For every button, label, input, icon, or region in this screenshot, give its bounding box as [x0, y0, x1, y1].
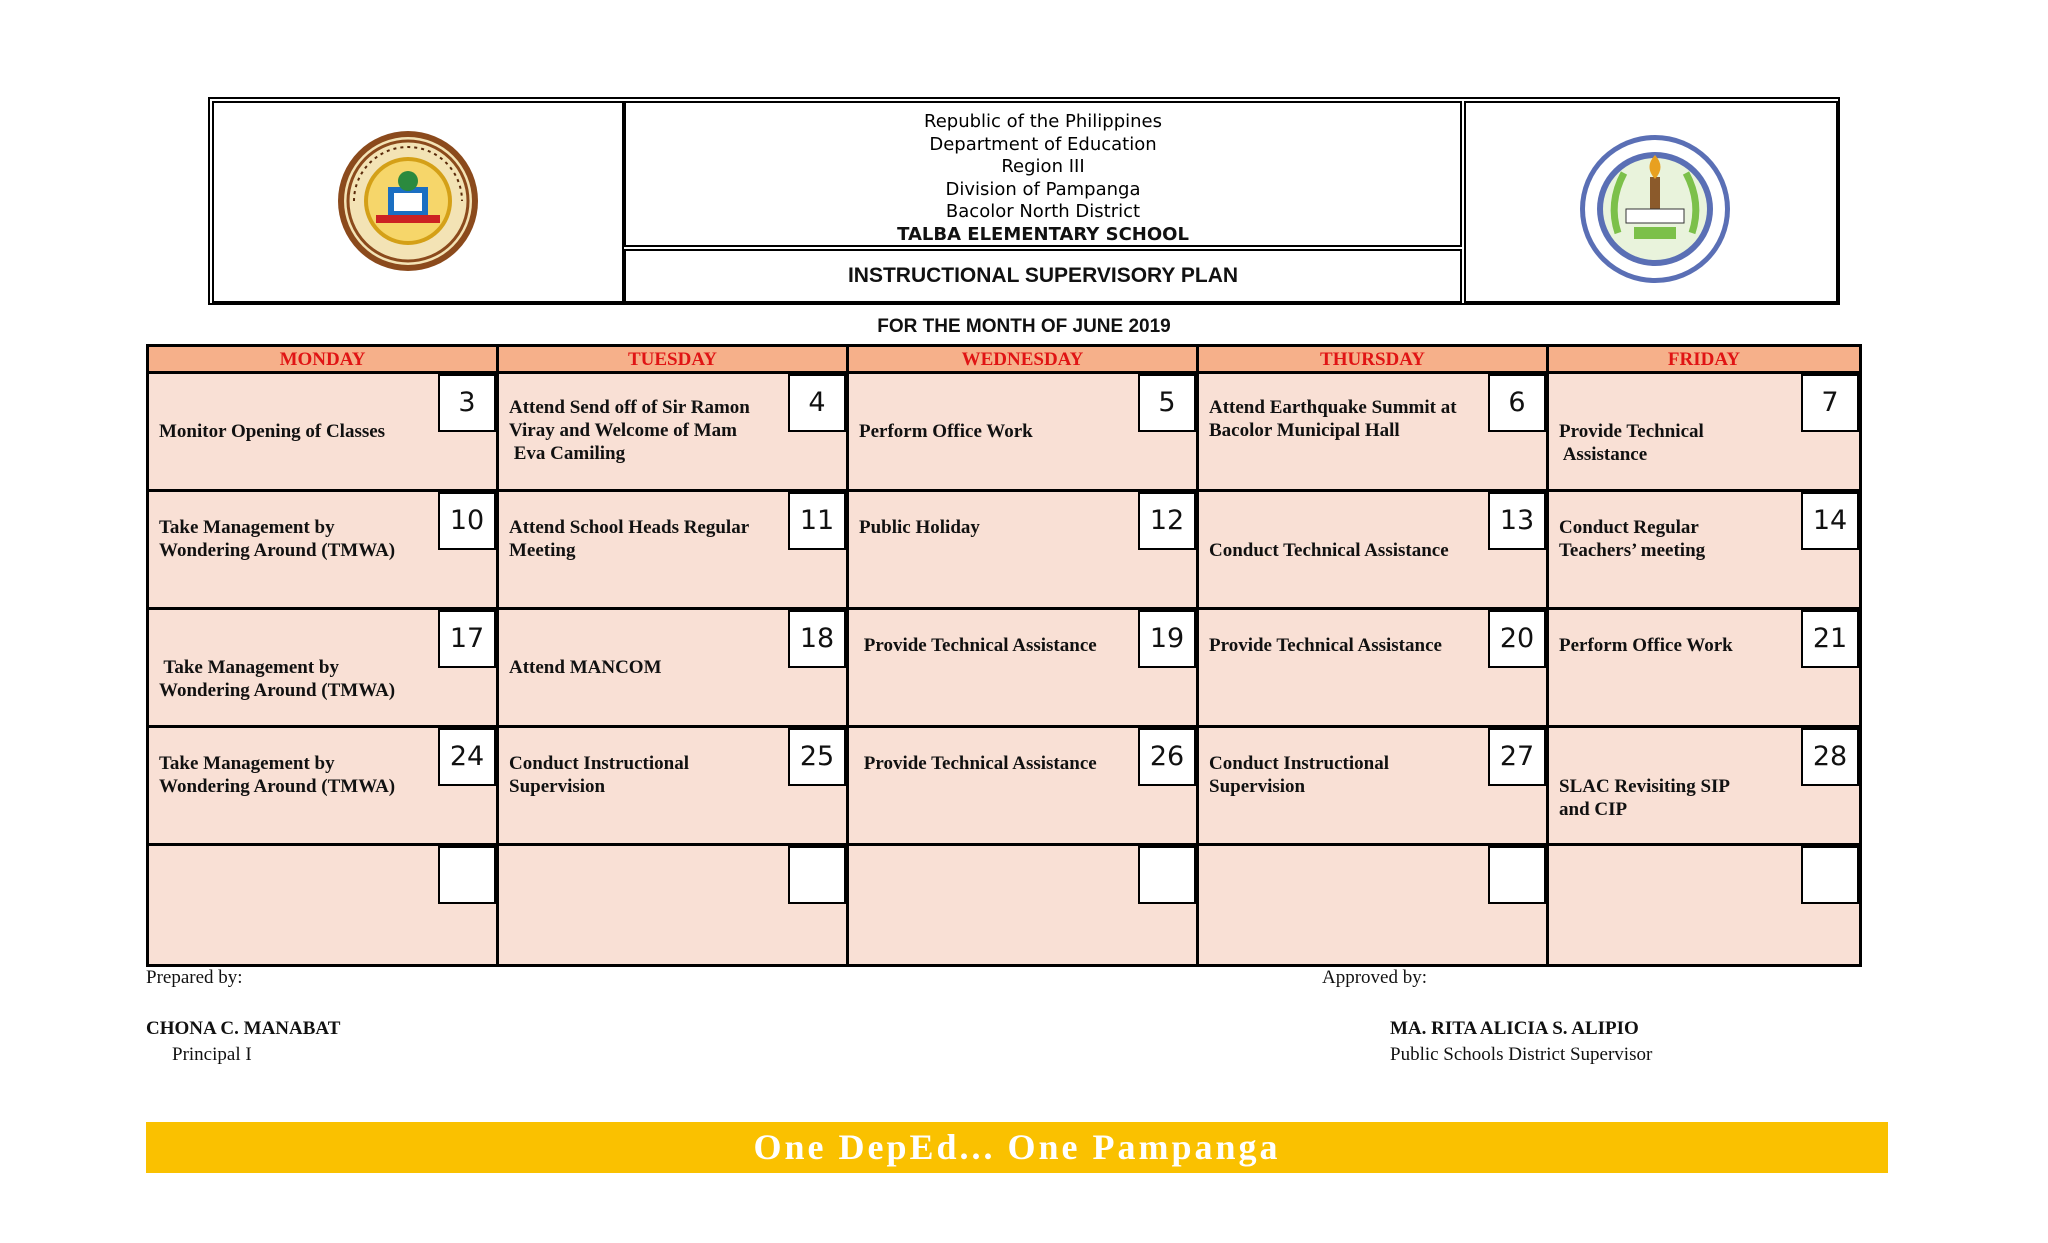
day-number: 20 — [1488, 610, 1546, 668]
calendar-day-cell — [149, 610, 499, 728]
day-number: 13 — [1488, 492, 1546, 550]
footer-slogan: One DepEd... One Pampanga — [753, 1127, 1281, 1167]
prepared-by-name: CHONA C. MANABAT — [146, 1018, 341, 1039]
calendar-day-cell — [1549, 610, 1859, 728]
day-number: 28 — [1801, 728, 1859, 786]
activity-text: Meeting — [509, 540, 576, 561]
day-number: 17 — [438, 610, 496, 668]
document-header — [208, 97, 1840, 305]
day-number: 5 — [1138, 374, 1196, 432]
footer-slogan-bar — [146, 1122, 1888, 1173]
calendar-day-cell — [1199, 492, 1549, 610]
calendar-table — [146, 344, 1862, 967]
activity-text: Supervision — [1209, 776, 1306, 797]
activity-text: SLAC Revisiting SIP — [1559, 776, 1731, 797]
activity-text: Viray and Welcome of Mam — [509, 420, 737, 441]
day-number: 11 — [788, 492, 846, 550]
activity-text: Eva Camiling — [509, 443, 626, 464]
approved-by-title: Public Schools District Supervisor — [1390, 1044, 1653, 1065]
activity-text: Bacolor Municipal Hall — [1209, 420, 1400, 441]
left-logo-box — [212, 101, 624, 303]
prepared-by-label: Prepared by: — [146, 967, 243, 988]
talba-school-seal-icon — [1578, 133, 1732, 285]
activity-text: Conduct Instructional — [509, 753, 689, 774]
calendar-day-cell — [849, 610, 1199, 728]
activity-text: Take Management by — [159, 517, 335, 538]
weekday-friday: FRIDAY — [1549, 347, 1859, 374]
day-number — [788, 846, 846, 904]
activity-text: Assistance — [1559, 444, 1648, 465]
calendar-day-cell — [499, 492, 849, 610]
activity-text: Attend School Heads Regular — [509, 517, 750, 538]
day-number — [1801, 846, 1859, 904]
day-number: 10 — [438, 492, 496, 550]
day-number — [1488, 846, 1546, 904]
activity-text: Conduct Regular — [1559, 517, 1699, 538]
header-line-division: Division of Pampanga — [945, 178, 1141, 200]
activity-text: Attend MANCOM — [509, 657, 662, 678]
calendar-day-cell — [1549, 374, 1859, 492]
day-number: 18 — [788, 610, 846, 668]
calendar-day-cell — [1199, 846, 1549, 964]
activity-text: Conduct Instructional — [1209, 753, 1389, 774]
calendar-day-cell — [849, 492, 1199, 610]
header-agency-block — [624, 101, 1462, 247]
activity-text: Provide Technical — [1559, 421, 1704, 442]
day-number: 19 — [1138, 610, 1196, 668]
day-number — [438, 846, 496, 904]
day-number: 24 — [438, 728, 496, 786]
activity-text: Provide Technical Assistance — [859, 753, 1097, 774]
header-line-department: Department of Education — [929, 133, 1157, 155]
day-number: 3 — [438, 374, 496, 432]
deped-seal-icon — [336, 129, 480, 273]
calendar-week-row — [149, 846, 1859, 964]
activity-text: Conduct Technical Assistance — [1209, 540, 1449, 561]
calendar-week-row — [149, 728, 1859, 846]
activity-text: Public Holiday — [859, 517, 980, 538]
day-number: 26 — [1138, 728, 1196, 786]
calendar-day-cell — [499, 610, 849, 728]
activity-text: Provide Technical Assistance — [1209, 635, 1442, 656]
activity-text: Take Management by — [159, 657, 339, 678]
calendar-day-cell — [499, 374, 849, 492]
day-number: 7 — [1801, 374, 1859, 432]
calendar-day-cell — [1199, 610, 1549, 728]
calendar-week-row — [149, 492, 1859, 610]
calendar-day-cell — [149, 374, 499, 492]
day-number: 6 — [1488, 374, 1546, 432]
weekday-wednesday: WEDNESDAY — [849, 347, 1199, 374]
day-number: 25 — [788, 728, 846, 786]
calendar-day-cell — [1549, 492, 1859, 610]
day-number: 27 — [1488, 728, 1546, 786]
month-label: FOR THE MONTH OF JUNE 2019 — [877, 316, 1171, 337]
day-number: 12 — [1138, 492, 1196, 550]
calendar-day-cell — [1549, 846, 1859, 964]
activity-text: Teachers’ meeting — [1559, 540, 1706, 561]
activity-text: Wondering Around (TMWA) — [159, 540, 396, 561]
day-number: 14 — [1801, 492, 1859, 550]
calendar-day-cell — [149, 846, 499, 964]
plan-title-box — [624, 249, 1462, 303]
calendar-day-cell — [849, 374, 1199, 492]
right-logo-box — [1464, 101, 1838, 303]
header-line-region: Region III — [1001, 156, 1085, 177]
calendar-day-cell — [149, 728, 499, 846]
calendar-day-cell — [1549, 728, 1859, 846]
activity-text: Perform Office Work — [1559, 635, 1733, 656]
school-name: TALBA ELEMENTARY SCHOOL — [897, 223, 1189, 245]
header-line-district: Bacolor North District — [945, 201, 1141, 222]
calendar-day-cell — [849, 728, 1199, 846]
activity-text: Take Management by — [159, 753, 335, 774]
calendar-day-cell — [499, 846, 849, 964]
calendar-day-cell — [1199, 374, 1549, 492]
calendar-day-cell — [849, 846, 1199, 964]
calendar-day-cell — [499, 728, 849, 846]
activity-text: Supervision — [509, 776, 606, 797]
plan-title: INSTRUCTIONAL SUPERVISORY PLAN — [847, 264, 1239, 287]
activity-text: Attend Earthquake Summit at — [1209, 397, 1457, 418]
activity-text: Wondering Around (TMWA) — [159, 776, 396, 797]
approved-by-name: MA. RITA ALICIA S. ALIPIO — [1390, 1018, 1639, 1039]
weekday-tuesday: TUESDAY — [499, 347, 849, 374]
calendar-day-cell — [149, 492, 499, 610]
activity-text: Perform Office Work — [859, 421, 1033, 442]
day-number: 4 — [788, 374, 846, 432]
weekday-monday: MONDAY — [149, 347, 499, 374]
day-number: 21 — [1801, 610, 1859, 668]
prepared-by-title: Principal I — [172, 1044, 252, 1065]
header-line-republic: Republic of the Philippines — [924, 111, 1162, 132]
weekday-thursday: THURSDAY — [1199, 347, 1549, 374]
calendar-week-row — [149, 610, 1859, 728]
activity-text: Wondering Around (TMWA) — [159, 680, 396, 701]
calendar-day-cell — [1199, 728, 1549, 846]
activity-text: Attend Send off of Sir Ramon — [509, 397, 750, 418]
day-number — [1138, 846, 1196, 904]
weekday-header-row — [149, 347, 1859, 374]
activity-text: and CIP — [1559, 799, 1628, 820]
calendar-week-row — [149, 374, 1859, 492]
activity-text: Monitor Opening of Classes — [159, 421, 386, 442]
approved-by-label: Approved by: — [1322, 967, 1428, 988]
activity-text: Provide Technical Assistance — [859, 635, 1097, 656]
